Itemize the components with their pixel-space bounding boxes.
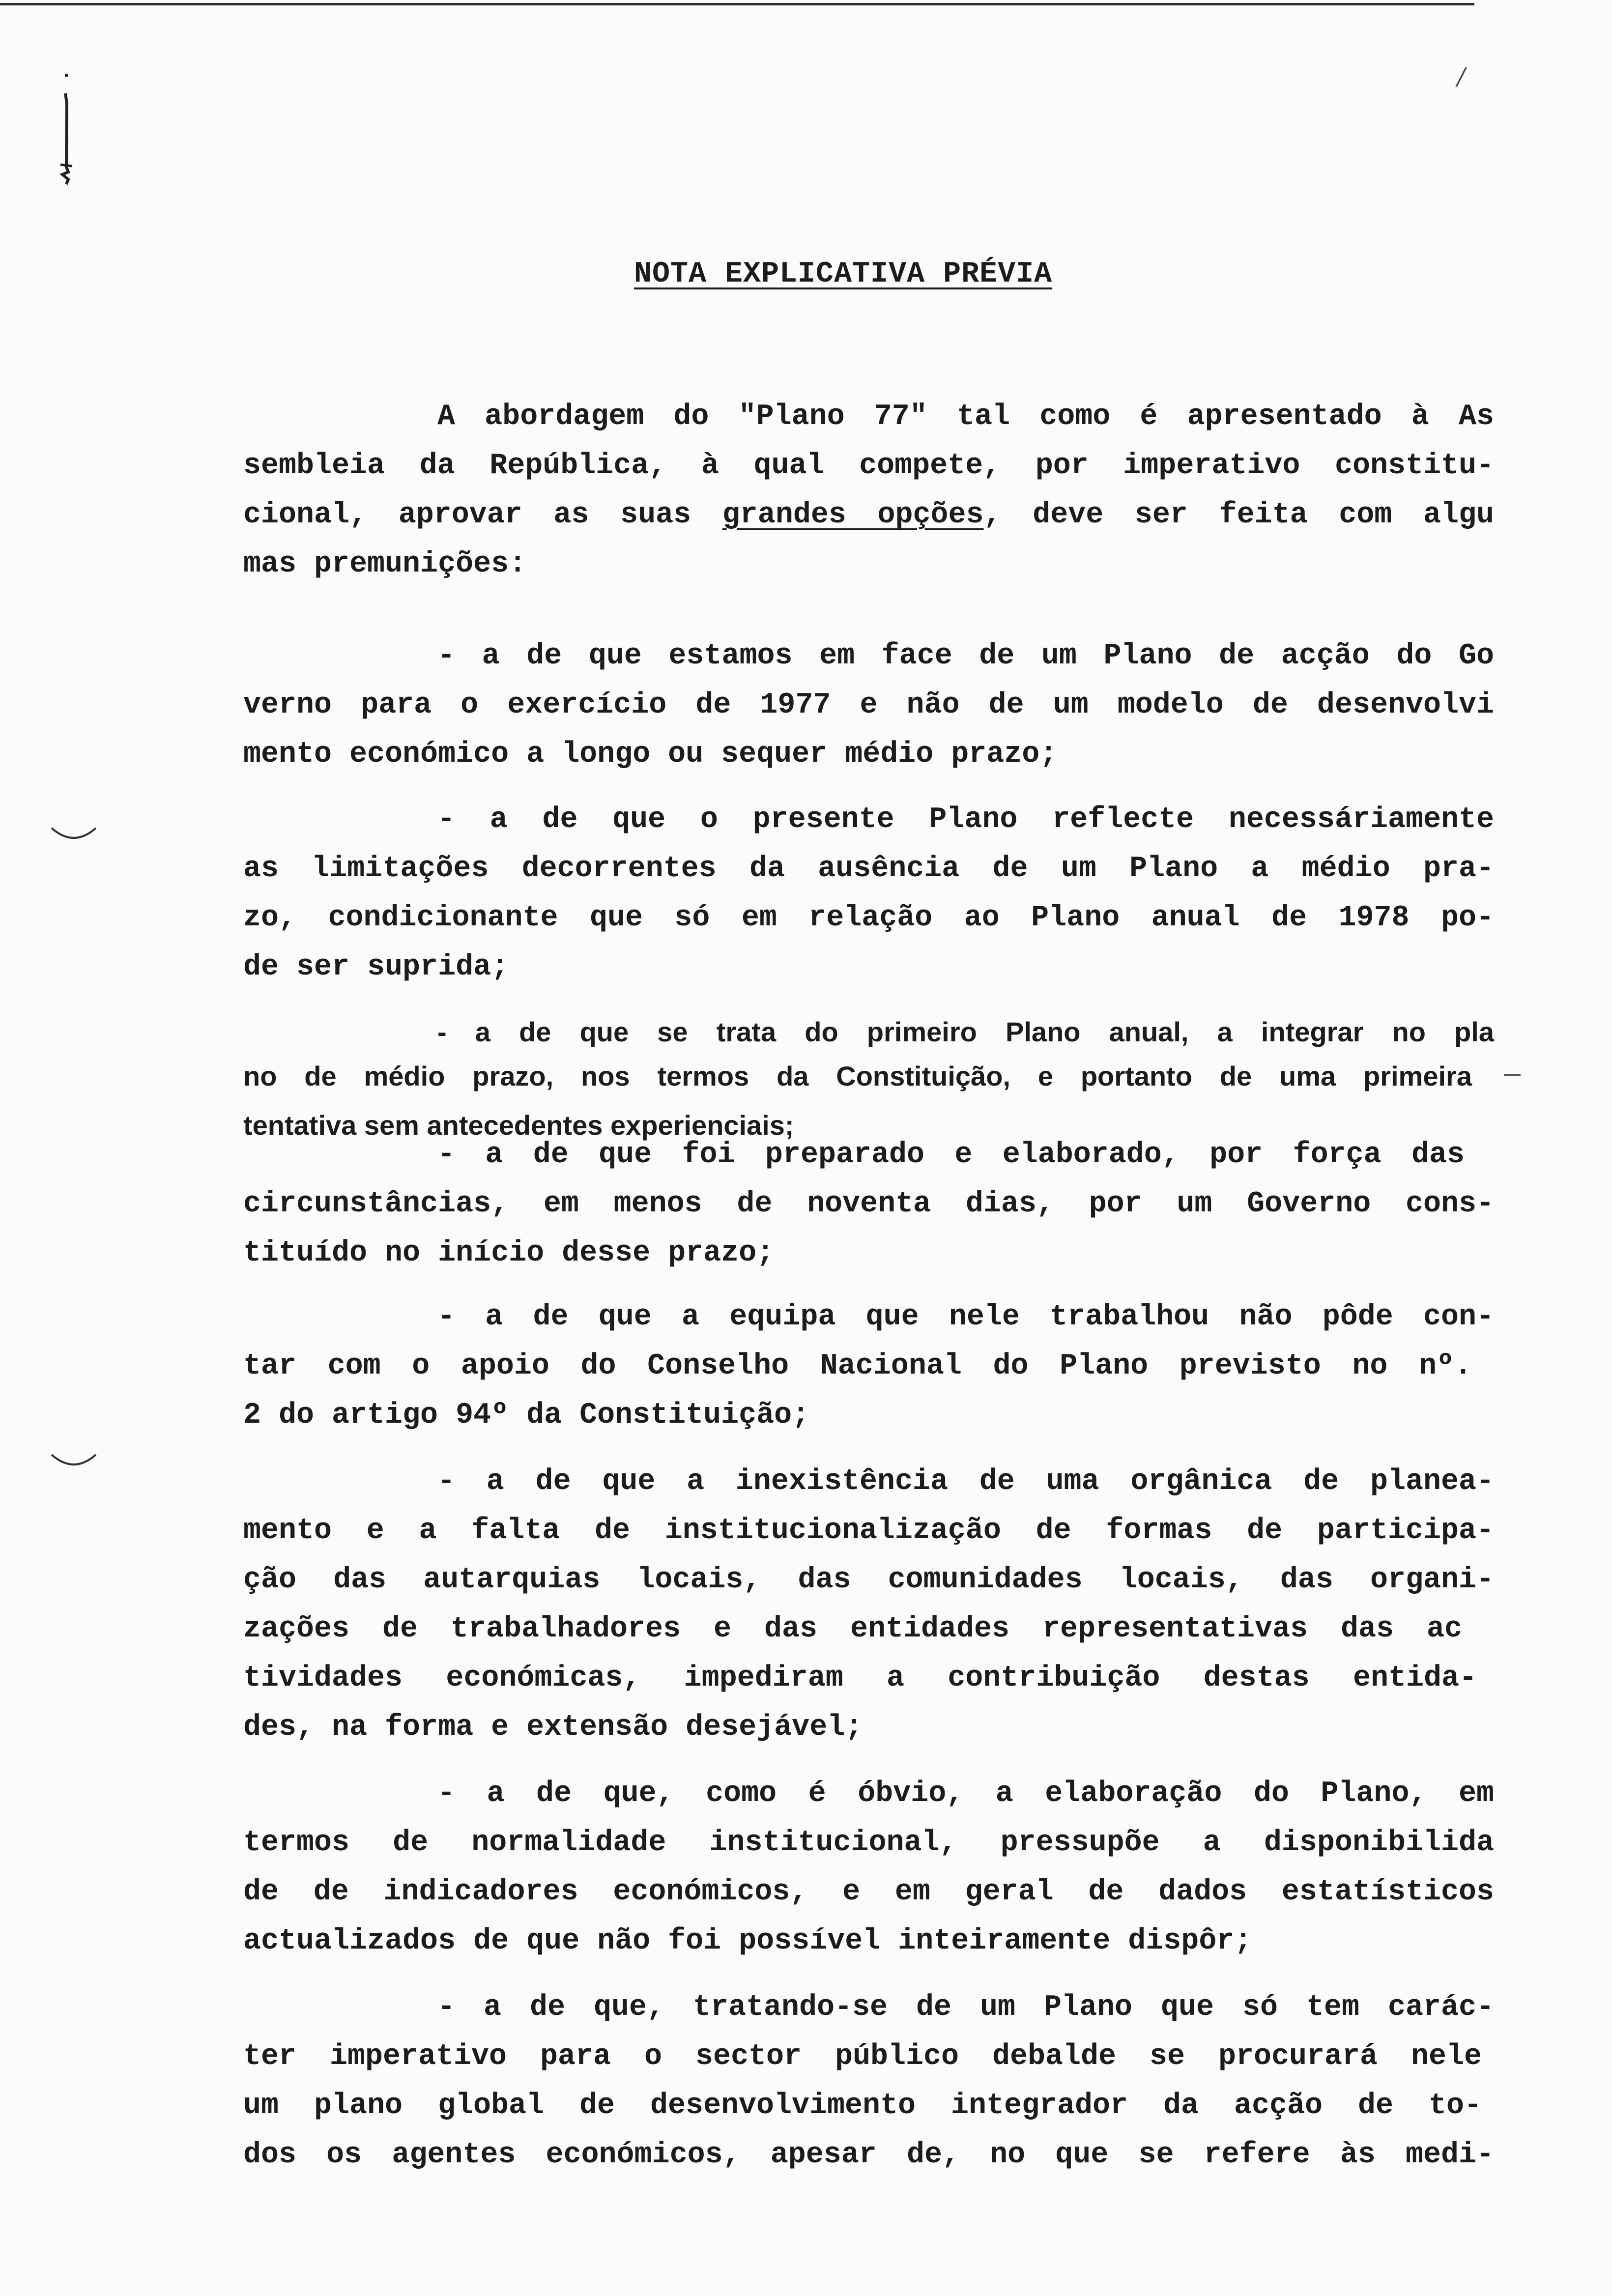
text-line: 2 do artigo 94º da Constituição; bbox=[243, 1399, 810, 1432]
text-line: circunstâncias, em menos de noventa dias, por um Governo cons- bbox=[243, 1187, 1494, 1221]
text-line: - a de que estamos em face de um Plano de acção do Go bbox=[437, 639, 1494, 673]
text-line: - a de que, como é óbvio, a elaboração do Plano, em bbox=[437, 1777, 1494, 1810]
text-line: des, na forma e extensão desejável; bbox=[243, 1711, 863, 1744]
text-line: mas premunições: bbox=[243, 547, 527, 581]
text-line: - a de que, tratando-se de um Plano que só tem carác- bbox=[437, 1991, 1494, 2024]
text-line: zo, condicionante que só em relação ao Plano anual de 1978 po- bbox=[243, 901, 1494, 935]
corner-mark: / bbox=[1457, 63, 1466, 90]
text-line: ção das autarquias locais, das comunidades locais, das organi- bbox=[243, 1563, 1494, 1597]
text-line: - a de que foi preparado e elaborado, por força das bbox=[437, 1138, 1465, 1172]
text-line: ter imperativo para o sector público debalde se procurará nele bbox=[243, 2040, 1482, 2073]
page-title: NOTA EXPLICATIVA PRÉVIA bbox=[634, 258, 1053, 291]
text-line: - a de que se trata do primeiro Plano anual, a integrar no pla bbox=[437, 1016, 1494, 1047]
top-rule bbox=[0, 3, 1474, 5]
text-line: mento e a falta de institucionalização de formas de participa- bbox=[243, 1514, 1494, 1548]
text-line: verno para o exercício de 1977 e não de um modelo de desenvolvi bbox=[243, 689, 1494, 722]
underlined-phrase: grandes opções bbox=[722, 498, 984, 532]
text-line: - a de que a inexistência de uma orgânica de planea- bbox=[437, 1465, 1494, 1498]
text-line-with-underline: cional, aprovar as suas grandes opções, deve ser feita com algu bbox=[243, 498, 1494, 532]
text-line: no de médio prazo, nos termos da Constituição, e portanto de uma primeira bbox=[243, 1061, 1472, 1091]
text-line: um plano global de desenvolvimento integrador da acção de to- bbox=[243, 2089, 1482, 2123]
text-line: mento económico a longo ou sequer médio prazo; bbox=[243, 738, 1058, 771]
text-line: zações de trabalhadores e das entidades representativas das ac bbox=[243, 1612, 1462, 1646]
text-line: as limitações decorrentes da ausência de um Plano a médio pra- bbox=[243, 852, 1494, 886]
text-line: A abordagem do "Plano 77" tal como é apresentado à As bbox=[437, 400, 1494, 433]
text-line: termos de normalidade institucional, pressupõe a disponibilida bbox=[243, 1826, 1494, 1860]
text-line: tituído no início desse prazo; bbox=[243, 1236, 775, 1270]
text-line: tividades económicas, impediram a contribuição destas entida- bbox=[243, 1662, 1477, 1695]
punch-hole-mark bbox=[49, 1452, 98, 1472]
text-line: dos os agentes económicos, apesar de, no que se refere às medi- bbox=[243, 2138, 1494, 2172]
text-line: tar com o apoio do Conselho Nacional do Plano previsto no nº. bbox=[243, 1349, 1472, 1383]
text-line: - a de que o presente Plano reflecte necessáriamente bbox=[437, 803, 1494, 836]
text-line: de ser suprida; bbox=[243, 950, 509, 984]
punch-hole-mark bbox=[49, 826, 98, 845]
text-line: de de indicadores económicos, e em geral de dados estatísticos bbox=[243, 1875, 1494, 1909]
text-line: actualizados de que não foi possível inteiramente dispôr; bbox=[243, 1924, 1252, 1958]
margin-dash bbox=[1504, 1074, 1521, 1076]
margin-pen-mark bbox=[52, 74, 81, 187]
text-line: - a de que a equipa que nele trabalhou não pôde con- bbox=[437, 1300, 1494, 1334]
text-line: tentativa sem antecedentes experienciais; bbox=[243, 1110, 794, 1141]
text-line: sembleia da República, à qual compete, por imperativo constitu- bbox=[243, 449, 1494, 483]
